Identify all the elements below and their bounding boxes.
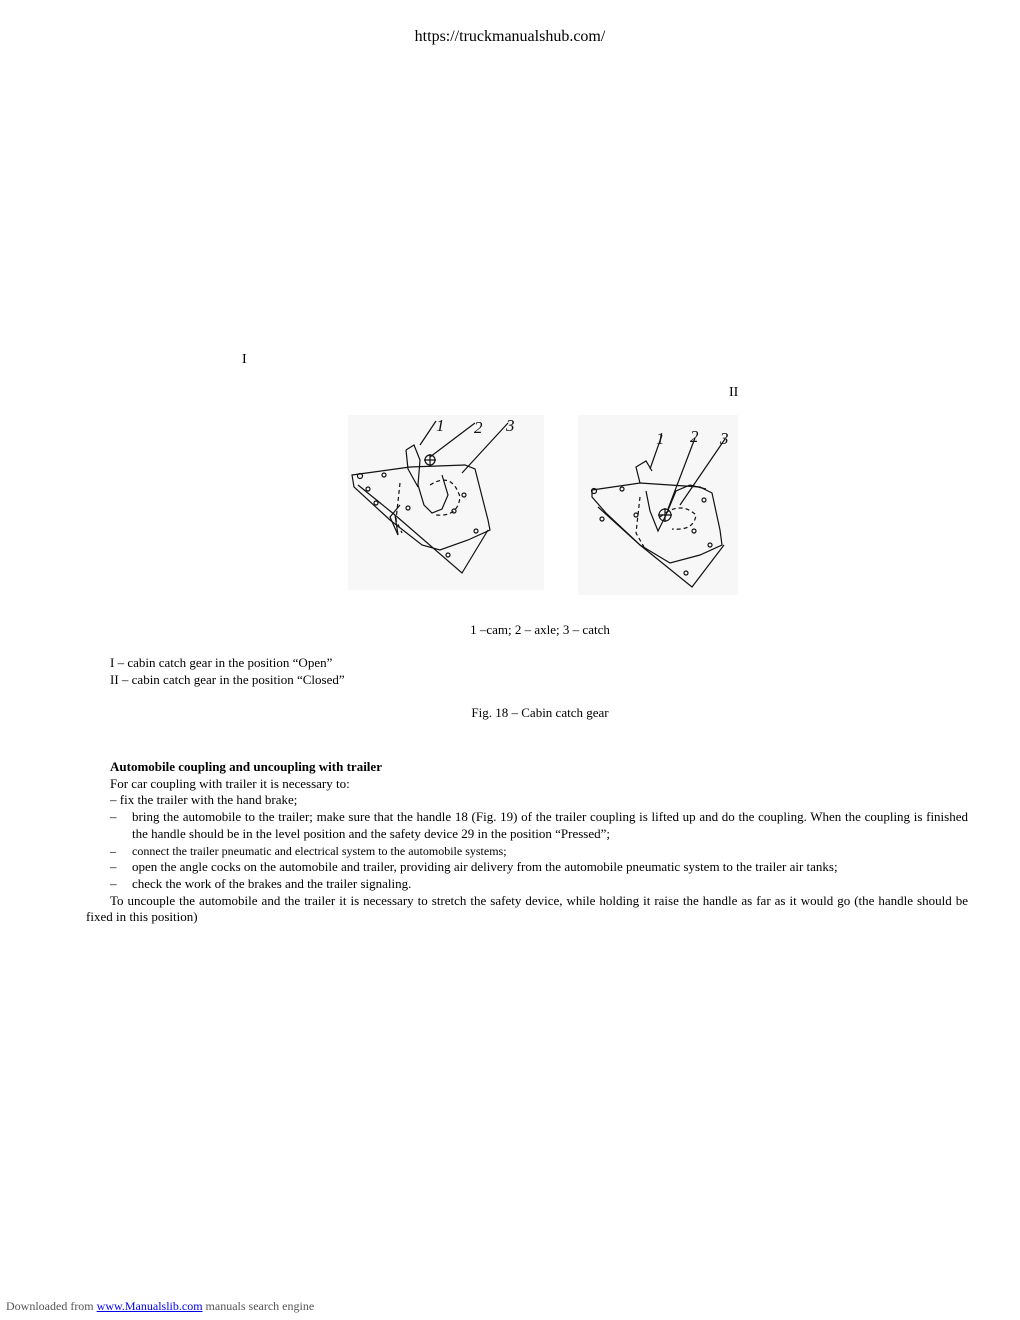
callout-left-3: 3 (506, 416, 515, 435)
list-dash: – (110, 809, 117, 825)
caption-open: I – cabin catch gear in the position “Open” (110, 655, 333, 670)
footer (6, 1299, 314, 1314)
callout-right-2: 2 (690, 427, 699, 446)
section-intro: For car coupling with trailer it is necessary to: (110, 775, 350, 791)
figure-label-closed: II (729, 385, 739, 400)
footer-suffix: manuals search engine (202, 1299, 315, 1313)
manualslib-link[interactable]: www.Manualslib.com (96, 1299, 203, 1313)
step-fix-hand-brake: – fix the trailer with the hand brake; (110, 792, 298, 808)
callout-right-3: 3 (720, 429, 729, 448)
header-url: https://truckmanualshub.com/ (414, 28, 606, 45)
caption-closed: II – cabin catch gear in the position “Closed” (110, 672, 345, 687)
figure-title: Fig. 18 – Cabin catch gear (471, 705, 609, 720)
callout-right-1: 1 (656, 429, 665, 448)
figure-label-open: I (242, 352, 247, 367)
step-connect-systems-text: connect the trailer pneumatic and electrical system to the automobile systems; (132, 843, 507, 858)
section-heading: Automobile coupling and uncoupling with trailer (110, 759, 382, 774)
step-bring-automobile (86, 809, 968, 842)
step-open-angle-cocks-text: open the angle cocks on the automobile and trailer, providing air delivery from the automobile pneumatic system to the trailer air tanks; (132, 859, 838, 875)
list-dash: – (110, 843, 116, 858)
figure-legend: 1 –cam; 2 – axle; 3 – catch (470, 622, 610, 637)
section-body (86, 759, 968, 926)
footer-prefix: Downloaded from (6, 1299, 97, 1313)
step-connect-systems (86, 843, 968, 860)
cabin-catch-gear-drawing (340, 405, 740, 600)
step-check-brakes-text: check the work of the brakes and the trailer signaling. (132, 875, 412, 891)
list-dash: – (110, 859, 117, 875)
list-dash: – (110, 875, 117, 891)
step-check-brakes (86, 876, 968, 893)
uncouple-paragraph: To uncouple the automobile and the trailer it is necessary to stretch the safety device, while holding it raise the handle as far as it would go (the handle should be fixed in this position) (86, 892, 968, 925)
callout-left-2: 2 (474, 418, 483, 437)
step-bring-automobile-text: bring the automobile to the trailer; make sure that the handle 18 (Fig. 19) of the trailer coupling is lifted up and do the coupling. When the coupling is finished the handle should be in the level position and the safety device 29 in the position “Pressed”; (132, 809, 968, 841)
step-open-angle-cocks (86, 859, 968, 876)
callout-left-1: 1 (436, 416, 445, 435)
